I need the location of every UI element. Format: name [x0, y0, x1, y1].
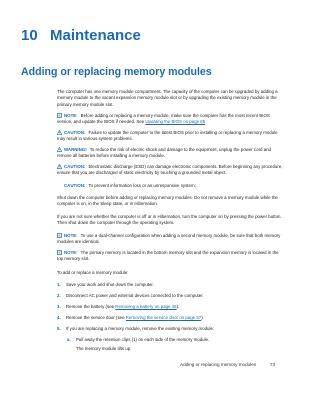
note-icon	[57, 233, 62, 238]
step-text-start: Remove the battery (see	[66, 304, 116, 309]
step-text: If you are replacing a memory module, remove the existing memory module:	[66, 326, 215, 331]
intro-paragraph: The computer has one memory module compartment. The capacity of the computer can be upgraded by adding a memory module to the vacant expansion memory module slot or by upgrading the existing memory module in the primary memory module slot.	[57, 89, 278, 107]
steps-intro: To add or replace a memory module:	[57, 270, 129, 275]
warning-icon	[57, 147, 62, 152]
step-text-start: Remove the service door (see	[66, 315, 126, 320]
step-number: 2.	[57, 293, 61, 298]
step-number: 3.	[57, 304, 61, 309]
note-icon	[57, 250, 62, 255]
step-number: 1.	[57, 282, 61, 287]
caution-icon	[57, 130, 62, 135]
note-text: To use a dual-channel configuration when adding a second memory module, be sure that both memory modules are identical.	[57, 233, 281, 245]
step-text: Save your work and shut down the computer.	[66, 282, 154, 287]
caution-text: To prevent information loss or an unresponsive system:	[88, 183, 196, 188]
warning-label: WARNING!	[64, 147, 87, 152]
footer-title: Adding or replacing memory modules	[180, 362, 257, 367]
caution-text: Failure to update the computer to the latest BIOS prior to installing or replacing a memory module may result in various system problems.	[57, 130, 278, 142]
substep-letter: a.	[67, 337, 71, 342]
caution-bios	[57, 130, 283, 143]
substep-result-text: The memory module tilts up.	[76, 346, 132, 351]
chapter-number: 10	[21, 27, 38, 44]
note-label: NOTE:	[64, 250, 78, 255]
chapter-heading	[21, 27, 281, 44]
caution-label: CAUTION:	[64, 130, 86, 135]
note-icon	[57, 113, 62, 118]
caution-label: CAUTION:	[64, 183, 86, 188]
note-text: The primary memory is located in the bottom memory slot and the expansion memory is located in the top memory slot.	[57, 250, 279, 262]
warning-shock	[57, 147, 283, 160]
note-bios	[57, 113, 283, 126]
service-door-link[interactable]: Removing the service door on page 57	[125, 315, 202, 320]
page-footer	[180, 362, 280, 367]
step-text	[66, 304, 281, 310]
note-dual-channel	[57, 233, 283, 246]
step-text-end: ).	[176, 304, 180, 309]
note-memory-location	[57, 250, 283, 263]
shutdown-paragraph: Shut down the computer before adding or replacing memory modules. Do not remove a memory module while the computer is on, in the Sleep state, or in Hibernation.	[57, 195, 278, 207]
battery-link[interactable]: Removing a battery on page 46	[115, 304, 177, 309]
step-text: Disconnect AC power and external devices connected to the computer.	[66, 293, 204, 298]
step-number: 4.	[57, 315, 61, 320]
bios-update-link[interactable]: Updating the BIOS on page 85	[145, 119, 206, 125]
note-text-end: .	[205, 119, 207, 125]
note-text: Before adding or replacing a memory module, make sure the computer has the most recent BIOS version, and update the BIOS if needed. See	[57, 113, 270, 125]
note-label: NOTE:	[64, 233, 78, 238]
note-label: NOTE:	[64, 113, 78, 118]
caution-icon	[57, 164, 62, 169]
substep-text: Pull away the retention clips (1) on each side of the memory module.	[76, 337, 210, 342]
step-text-end: ).	[201, 315, 204, 320]
caution-info-loss	[57, 183, 283, 189]
step-number: 5.	[57, 326, 61, 331]
caution-text: Electrostatic discharge (ESD) can damage electronic components. Before beginning any procedure, ensure that you are discharged of static electricity by touching a grounded metal object.	[57, 164, 283, 176]
warning-text: To reduce the risk of electric shock and damage to the equipment, unplug the power cord and remove all batteries before installing a memory module.	[57, 147, 272, 159]
chapter-title: Maintenance	[50, 27, 141, 44]
step-text	[66, 315, 281, 321]
caution-esd	[57, 164, 283, 177]
page-number: 73	[270, 362, 276, 367]
hibernation-paragraph: If you are not sure whether the computer is off or in Hibernation, turn the computer on by pressing the power button. Then shut down the computer through the operating system.	[57, 214, 282, 226]
section-title: Adding or replacing memory modules	[21, 66, 212, 78]
caution-label: CAUTION:	[64, 164, 86, 169]
